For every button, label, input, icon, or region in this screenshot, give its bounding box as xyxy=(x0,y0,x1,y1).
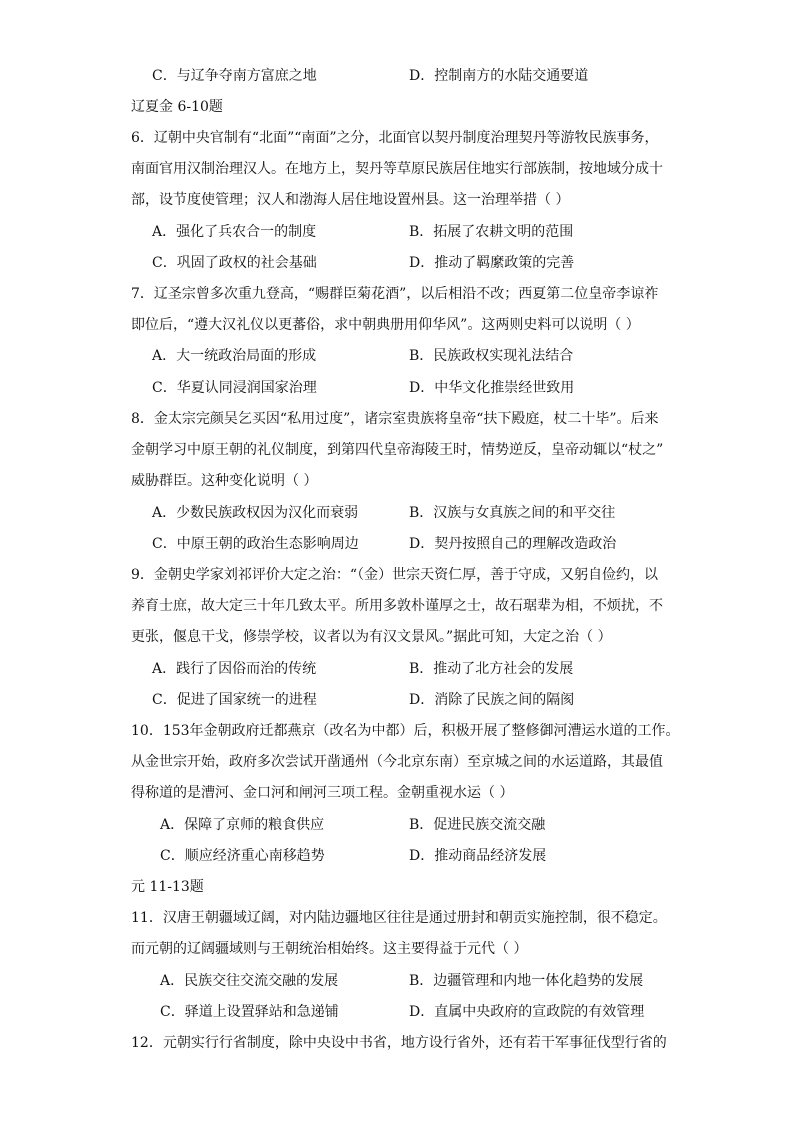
q8-option-d: D．契丹按照自己的理解改造政治 xyxy=(409,536,617,552)
q6-stem-line: 6．辽朝中央官制有“北面”“南面”之分，北面官以契丹制度治理契丹等游牧民族事务， xyxy=(131,130,659,146)
q7-option-a: A．大一统政治局面的形成 xyxy=(152,348,317,364)
q7-option-c: C．华夏认同浸润国家治理 xyxy=(152,380,317,396)
q11-option-a: A．民族交往交流交融的发展 xyxy=(160,973,339,989)
q9-stem-line: 更张，偃息干戈，修崇学校，议者以为有汉文景风。”据此可知，大定之治（ ） xyxy=(131,629,612,645)
q10-option-a: A．保障了京师的粮食供应 xyxy=(160,817,325,833)
q10-option-d: D．推动商品经济发展 xyxy=(409,848,547,864)
q9-stem-line: 养育士庶，故大定三十年几致太平。所用多敦朴谨厚之士，故石琚辈为相，不烦扰，不 xyxy=(131,598,663,614)
q8-option-a: A．少数民族政权因为汉化而衰弱 xyxy=(152,505,359,521)
q11-stem-line: 11．汉唐王朝疆域辽阔，对内陆边疆地区往往是通过册封和朝贡实施控制，很不稳定。 xyxy=(131,910,667,926)
q5-option-c: C．与辽争夺南方富庶之地 xyxy=(152,68,317,84)
q8-stem-line: 威胁群臣。这种变化说明（ ） xyxy=(131,473,318,489)
section-heading-liao: 辽夏金 6-10题 xyxy=(131,99,223,115)
q6-stem-line: 南面官用汉制治理汉人。在地方上，契丹等草原民族居住地实行部族制，按地域分成十 xyxy=(131,161,663,177)
q11-option-c: C．驿道上设置驿站和急递铺 xyxy=(160,1004,339,1020)
q10-option-c: C．顺应经济重心南移趋势 xyxy=(160,848,325,864)
q10-option-b: B．促进民族交流交融 xyxy=(409,817,546,833)
q12-stem-line: 12．元朝实行行省制度，除中央设中书省，地方设行省外，还有若干军事征伐型行省的 xyxy=(131,1035,667,1051)
q6-option-c: C．巩固了政权的社会基础 xyxy=(152,255,317,271)
q8-stem-line: 金朝学习中原王朝的礼仪制度，到第四代皇帝海陵王时，情势逆反，皇帝动辄以“杖之” xyxy=(131,442,664,458)
section-heading-yuan: 元 11-13题 xyxy=(131,879,204,895)
q6-stem-line: 部，设节度使管理；汉人和渤海人居住地设置州县。这一治理举措（ ） xyxy=(131,192,570,208)
q9-option-c: C．促进了国家统一的进程 xyxy=(152,692,317,708)
q6-option-d: D．推动了羁縻政策的完善 xyxy=(409,255,575,271)
q8-stem-line: 8．金太宗完颜吴乞买因“私用过度”，诸宗室贵族将皇帝“扶下殿庭，杖二十毕”。后来 xyxy=(131,411,659,427)
q7-stem-line: 即位后，“遵大汉礼仪以更蕃俗，求中朝典册用仰华风”。这两则史料可以说明（ ） xyxy=(131,317,640,333)
q9-option-d: D．消除了民族之间的隔阂 xyxy=(409,692,575,708)
q7-option-b: B．民族政权实现礼法结合 xyxy=(409,348,574,364)
q11-option-d: D．直属中央政府的宣政院的有效管理 xyxy=(409,1004,645,1020)
q10-stem-line: 从金世宗开始，政府多次尝试开凿通州（今北京东南）至京城之间的水运道路，其最值 xyxy=(131,754,663,770)
q7-stem-line: 7．辽圣宗曾多次重九登高，“赐群臣菊花酒”，以后相沿不改；西夏第二位皇帝李谅祚 xyxy=(131,286,659,302)
q6-option-a: A．强化了兵农合一的制度 xyxy=(152,224,317,240)
q11-stem-line: 而元朝的辽阔疆域则与王朝统治相始终。这主要得益于元代（ ） xyxy=(131,941,528,957)
q6-option-b: B．拓展了农耕文明的范围 xyxy=(409,224,574,240)
q9-stem-line: 9．金朝史学家刘祁评价大定之治：“（金）世宗天资仁厚，善于守成，又躬自俭约，以 xyxy=(131,567,659,583)
q9-option-b: B．推动了北方社会的发展 xyxy=(409,661,574,677)
q7-option-d: D．中华文化推崇经世致用 xyxy=(409,380,575,396)
q10-stem-line: 得称道的是漕河、金口河和闸河三项工程。金朝重视水运（ ） xyxy=(131,785,514,801)
q8-option-c: C．中原王朝的政治生态影响周边 xyxy=(152,536,359,552)
q11-option-b: B．边疆管理和内地一体化趋势的发展 xyxy=(409,973,644,989)
q5-option-d: D．控制南方的水陆交通要道 xyxy=(409,68,589,84)
q10-stem-line: 10．153年金朝政府迁都燕京（改名为中都）后，积极开展了整修御河漕运水道的工作。 xyxy=(131,723,680,739)
q9-option-a: A．践行了因俗而治的传统 xyxy=(152,661,317,677)
q8-option-b: B．汉族与女真族之间的和平交往 xyxy=(409,505,616,521)
